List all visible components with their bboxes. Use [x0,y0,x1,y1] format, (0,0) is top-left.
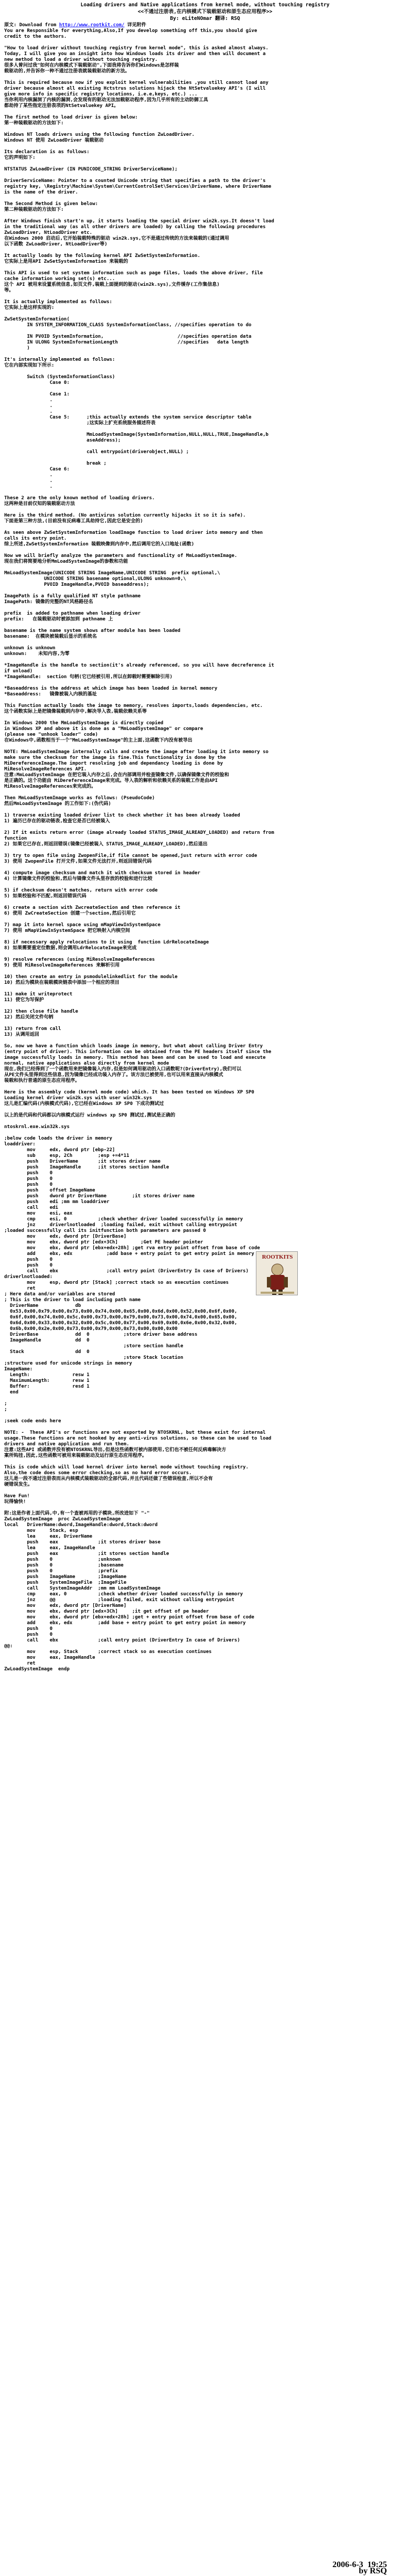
document-line [4,565,406,571]
document-line: mov edx, dword ptr [DriverName] [4,1603,126,1608]
document-line: Also,the code does some error checking,so as no hard error occurs. [4,1471,192,1476]
document-line: 是正确的。这个功能由 MiDereferenceImage来完成。导入表的解析和依赖关系的装载工作是由API [4,778,218,783]
document-line: push SystemImageFile ;ImageFile [4,1580,126,1585]
document-line: 它实际上是这样实现的: [4,305,55,310]
document-line: jnz @@ ;loading failed, exit without calling entrypoint [4,1597,234,1603]
document-line: 0x6f,0x00,0x74,0x00,0x5c,0x00,0x73,0x00,0x79,0x00,0x73,0x00,0x74,0x00,0x65,0x00, [4,1315,238,1320]
document-line: MiResolveImageReferences来完成的。 [4,784,96,789]
document-line [4,899,406,905]
document-line: mov ebx, dword ptr [ebx+edx+28h] ;get rva entry point offset from base of code [4,1246,260,1251]
document-line: 6) create a section with ZwcreateSection and then reference it [4,905,180,910]
document-line: Windows NT loads drivers using the following function ZwLoadDriver. [4,132,195,137]
document-line [4,1130,406,1136]
document-line [4,328,406,334]
document-line: The first method to load driver is given below: [4,115,138,120]
document-line: It actually loads by the following kernel API ZwSetSystemInformation. [4,253,200,259]
document-line: 注意:MmLoadSystemImage 在把它装入内存之后,会在内部调用并检查镜像文件,以确保镜像文件的校验和 [4,772,229,778]
document-line: cmp eax, 0 ;check whether driver loaded successfully in memory [4,1592,243,1597]
document-line: lea eax, DriverName [4,1534,92,1539]
document-line: It is actually implemented as follows: [4,299,112,305]
document-line: function [4,836,27,841]
document-line: push 0 [4,1626,53,1632]
document-line: 6) 使用 ZwCreateSection 创建一个section,然后引用它 [4,911,136,916]
document-line: This is code which will load kernel driver into kernel mode without touching registry. [4,1465,249,1470]
document-line: Have Fun! [4,1494,30,1499]
origin-link[interactable]: http://www.rootkit.com/ [59,23,125,28]
document-line: Its declaration is as follows: [4,149,90,155]
document-line: *ImageHandle: section 句柄(它已经被引用,所以在卸载时需要解除引用) [4,674,173,680]
document-line [4,490,406,496]
document-line: push 0 [4,1171,53,1176]
document-line: call entrypoint(driverobject,NULL) ; [4,449,189,455]
document-line: ImagePath: 镜像的完整的NT风格路径名 [4,599,93,605]
document-line [4,311,406,317]
document-line [4,426,406,432]
document-line: Now we will briefly analyze the parameters and functionality of MmLoadSystemImage. [4,553,238,559]
document-line: give more info in specific registry locations, i.e.e,keys, etc.) ... [4,92,198,97]
document-line: MiDereferenceImage.The import resolving job and dependancy loading is done by [4,761,223,766]
document-line: 在Windows中,函数相当于一个"MmLoadSystemImage"的主上面,这函数下内没有被导出 [4,738,192,743]
footer-date: 2006-6-3 19:25 [332,2560,387,2569]
document-line: 9) 使用 MiResolveImageReferences 来解析引用 [4,963,120,968]
document-line: credit to the authors. [4,34,67,39]
document-line: push 0 [4,1632,53,1637]
document-line: ;这实际上扩充系统服务描述符表 [4,421,156,426]
document-line: ImagePath is a fully qualified NT style pathname [4,594,141,599]
document-line: end [4,1390,19,1395]
document-line: 10) 然后为模块在装载模块链表中添加一个相应的项目 [4,980,120,985]
document-line [4,196,406,201]
document-line: 很多人曾问过我"如何在内核模式下装载驱动",下面我将告诉你们Windows是怎样装 [4,63,179,68]
document-line: 它的声明如下: [4,155,36,160]
document-line: push 0 ;basename [4,1563,124,1568]
document-line [4,882,406,888]
document-line: in Windows XP and above it is done as a "MmLoadSystemImage" or compare [4,726,203,732]
document-line: push 0 [4,1176,53,1182]
document-line: unknown is unknown [4,646,56,651]
document-line: IN SYSTEM_INFORMATION_CLASS SystemInformationClass, //specifies operation to do [4,323,252,328]
document-line: 0x53,0x00,0x79,0x00,0x73,0x00,0x74,0x00,0x65,0x00,0x6d,0x00,0x52,0x00,0x6f,0x00, [4,1309,238,1314]
document-line: ; This is the driver to load including path name [4,1297,141,1303]
document-line: 它实际上是用API ZwSetSystemInformation 来装载的 [4,259,128,264]
document-line [4,680,406,686]
document-line: 都劫持了某些指定注册表项的NtSetvaluekey API。 [4,103,119,109]
document-line: 1) 遍历已存在的驱动链表,检查它是否已经被装入 [4,819,110,824]
document-line: 2) 如果它已存在,则返回错误(镜像已经被装入 STATUS_IMAGE_ALREADY_LOADED),然后退出 [4,842,208,847]
document-line: MmLoadSystemImage(UNICODE STRING ImageName,UNICODE STRING prefix optional,\ [4,571,220,576]
document-line: NOTE: MmLoadSystemImage internally calls and create the image after loading it into memory so [4,749,268,755]
document-line: basename: 在模块被装载后显示的系统名 [4,634,97,639]
document-line: These 2 are the only known method of loading drivers. [4,496,155,501]
document-line: 12) 然后关闭文件句柄 [4,1015,53,1020]
document-line: break ; [4,461,107,466]
document-line: *Baseaddress is the address at which image has been loaded in kernel memory [4,686,218,691]
document-line [4,161,406,167]
document-line: DriverServiceName: Pointer to a counted Unicode string that specifies a path to the driver's [4,178,266,184]
origin-prefix: 原文: Download from [4,23,59,28]
document-line: 12) then close file handle [4,1009,78,1014]
document-line: *Baseaddress: 镜像被装入内核的基址 [4,692,97,697]
document-line: So, now we have a function which loads image in memory, but what about calling Driver Entry [4,1044,263,1049]
document-line [4,640,406,646]
document-line: (entry point of driver). This information can be obtained from the PE headers itself since the [4,1049,272,1055]
document-line: 附:这是作者上面代码,中,有一个查被再用的子模块,所改进如下 "-" [4,1511,150,1516]
document-line: (please see "unhook loader" code) [4,732,98,737]
document-line: 7) map it into kernel space using mMapViewInSystemSpace [4,922,161,928]
document-line [4,697,406,703]
document-line: 这个函数实际上是把镜像装载到内存中,解决导入表,装载依赖关系等 [4,709,147,714]
document-line [4,847,406,853]
document-line: . [4,409,53,414]
document-line: . [4,473,53,478]
document-line: calls its entry point. [4,536,67,541]
document-line: 以下函数 ZwLoadDriver, NtLoadDriver等) [4,242,107,247]
document-line: 这儿是一段不通过注册表而从内核模式装载驱动的全部代码,并且代码还做了些错误检查,所以不会有 [4,1476,213,1482]
document-line: Today, I will give you an insight into how Windows loads its driver and then will document a [4,51,266,57]
document-line: Stack dd 0 [4,1349,90,1355]
document-line [4,951,406,957]
document-line: 现在,我们已经得到了一个函数用来把镜像装入内存,但是如何调用驱动的入口函数呢?(DriverEntry),我们可以 [4,1067,242,1072]
document-line: 0x6d,0x00,0x33,0x00,0x32,0x00,0x5c,0x00,0x77,0x00,0x69,0x00,0x6e,0x00,0x32,0x00, [4,1321,238,1326]
document-line: 案所钩挂,因此,这些函数可被用来装载驱动及运行原生态应用程序。 [4,1453,147,1458]
document-line: @@: [4,1644,13,1649]
document-line: cmp esi, 0 ;check whether driver loaded successfully in memory [4,1217,243,1222]
document-line [4,1413,406,1419]
document-line [4,657,406,663]
document-line: push eax ;it stores driver base [4,1540,161,1545]
document-line: loaddriver: [4,1142,36,1147]
document-line: mov esi, eax [4,1211,73,1216]
document-line: You are Responsible for everything,Also,If you develop something off this,you should give [4,28,257,34]
document-line: driverlnotloaded: [4,1274,53,1280]
document-line: 这两种是目前仅知的装载驱动方法 [4,501,76,507]
document-line: ImageName: [4,1367,33,1372]
document-line: . [4,403,53,409]
document-line: . [4,484,53,489]
document-line: 载驱动的,并告诉你一种不通过注册表就装载驱动的新方法。 [4,69,130,74]
document-line [4,1459,406,1465]
document-line [4,40,406,46]
document-line: mov Stack, esp [4,1528,78,1533]
document-line: It's internally implemented as follows: [4,357,115,362]
document-line: in the traditional way (as all other drivers are loaded) by calling the following procedures [4,224,266,230]
document-line [4,386,406,392]
document-line: NTSTATUS ZwLoadDriver (IN PUNICODE_STRING DriverServiceName); [4,167,178,172]
document-line: 5) if checksum doesn't matches, return with error code [4,888,158,893]
document-line: 下面是第三种方法,(目前没有反病毒工具劫持它,因此它是安全的) [4,519,143,524]
document-line: jnz driverlnotloaded ;loading failed, exit without calling entrypoint [4,1222,238,1228]
document-line: "How to load driver without touching registry from kernel mode", this is asked almost always. [4,46,268,51]
document-line [4,1424,406,1430]
document-line: UNICODE STRING basename optional,ULONG unknown=0,\ [4,576,186,582]
document-line: push 0 [4,1263,53,1268]
document-line: ZwLoadSystemImage proc ZwLoadSystemImage [4,1517,121,1522]
document-line [4,1396,406,1401]
document-line: usage.These functions are not hooked by any anti-virus solutions, so these can be used to load [4,1436,272,1441]
document-line [4,969,406,974]
document-line: ZwSetSystemInformation( [4,317,70,322]
document-line: mov ebx, dword ptr [ebx+edx+28h] ;get + entry point offset from base of code [4,1615,254,1620]
document-byline: By: eLiteNOmar 翻译: RSQ [170,16,240,22]
document-line: 4) compute image checksum and match it with checksum stored in header [4,871,200,876]
document-line: if unload) [4,669,33,674]
document-line [4,144,406,149]
document-line: 4) 计算镜像文件的校验和,然后与镜像文件头里存放的校验和进行比较 [4,876,153,882]
document-line: Windows NT 使用 ZwLoadDriver 装载驱动 [4,138,104,143]
footer-author: by RSQ [359,2567,387,2575]
document-line: 13) 从调用返回 [4,1032,39,1037]
svg-text:ROOTKITS: ROOTKITS [262,1254,293,1260]
document-line: ZwLoadSystemImage endp [4,1667,70,1672]
document-line: 现在我们将简要地分析MmLoadSystemImage的参数和功能 [4,559,128,564]
document-line [4,1488,406,1494]
document-line: PVOID ImageHandle,PVOID baseaddress); [4,582,149,587]
document-line: push ImageHandle ;it stores section handle [4,1165,169,1170]
document-line: is the name of the driver. [4,190,78,195]
document-line: call ebx ;call entry point (DriverEntry In case of Drivers) [4,1269,249,1274]
document-line: 注意:这些API 或函数并没有被NTOSKRNL导出,但是这些函数可被内部使用,它们也不被任何反病毒解决方 [4,1447,227,1453]
document-line: add ebx, edx ;add base + entry point to get entry point in memory [4,1251,254,1257]
document-line: mov ebx, dword ptr [edx+3Ch] ;Get PE header pointer [4,1240,203,1245]
document-line: make sure the checksum for the image is fine.This functionality is done by the [4,755,226,760]
document-line [4,605,406,611]
document-line: . [4,398,53,403]
document-subtitle: <<不通过注册表,在内核模式下装载驱动和原生态应用程序>> [137,9,273,15]
document-line [4,824,406,830]
document-line [4,294,406,299]
document-line: 5) 如果校验和不匹配,则返回错误代码 [4,894,87,899]
document-line: 以上的是代码和代码都以内核模式运行 windows xp SP0 测试过,测试是正确的 [4,1113,176,1118]
document-line: DriverBase dd 0 ;store driver base address [4,1332,198,1337]
document-line [4,744,406,749]
document-line: 等。 [4,288,14,293]
document-line: lea eax, ImageHandle [4,1545,95,1551]
document-line: 3) 使用 ZwopenFile 打开文件,如果文件无法打开,则返回错误代码 [4,859,152,864]
document-line [4,507,406,513]
document-body [4,28,406,1672]
document-line: 2) If it exists return error (image already loaded STATUS_IMAGE_ALREADY_LOADED) and return from [4,830,274,835]
document-line: cache information working set(s) etc... [4,276,115,282]
document-line: 3) try to open file using ZwopenFile,if file cannot be opened,just return with error code [4,853,257,858]
document-line: 0x6b,0x00,0x2e,0x00,0x73,0x00,0x79,0x00,0x73,0x00,0x00,0x00 [4,1326,178,1332]
document-line [4,444,406,449]
document-line: 11) make it writeprotect [4,992,73,997]
document-line: ;structure used for unicode strings in memory [4,1361,132,1366]
document-line: Switch (SystemInformationClass) [4,374,115,380]
document-line: 10) then create an entry in psmodulelinkedlist for the module [4,974,178,980]
document-line: 7) 使用 mMapViewInSystemSpace 把它映射入内核空间 [4,928,130,933]
document-line: prefix is added to pathname when loading driver [4,611,141,616]
document-line [4,1038,406,1044]
document-line [4,351,406,357]
document-line: 然后MmLoadSystemImage 的工作如下:(伪代码) [4,801,111,807]
document-line: Buffer: resd 1 [4,1384,90,1389]
document-line: 玩得愉快! [4,1499,26,1505]
document-line: image successfully loads in memory. This method has been and can be used to load and execute [4,1055,266,1060]
document-line: push 0 ;unknown [4,1557,121,1562]
document-line: push 0 [4,1257,53,1262]
document-line: DriverName db [4,1303,81,1308]
document-line: aseAddress); [4,438,121,443]
document-line: mov edx, dword ptr [DriverBase] [4,1234,126,1239]
document-line: 13) return from call [4,1026,61,1032]
document-line [4,622,406,628]
document-line: ) [4,346,30,351]
document-line: push offset ImageName [4,1188,95,1193]
document-line [4,455,406,461]
document-line: Case 0: [4,380,70,385]
document-line [4,865,406,871]
document-line: 装载和执行普通的原生态应用程序。 [4,1078,80,1083]
document-line: Here is the third method. (No antivirus solution currently hijacks it so it is safe). [4,513,246,518]
document-line [4,715,406,721]
rootkits-logo-image [256,1251,298,1295]
document-line: 第一种装载驱动的方法如下: [4,121,64,126]
document-line: MmLoadSystemImage(SystemInformation,NULL,NULL,TRUE,ImageHandle,b [4,432,268,437]
document-line: ret [4,1286,36,1291]
document-line: ret [4,1661,36,1666]
document-line [4,548,406,553]
document-line: push dword ptr DriverName ;it stores driver name [4,1194,195,1199]
document-line: call ebx ;call entry point (DriverEntry In case of Drivers) [4,1638,240,1643]
document-line [4,109,406,115]
document-line: ImageHandle dd 0 [4,1338,90,1343]
document-line: prefix: 在装载驱动时被添加到 pathname 上 [4,617,113,622]
document-line: push ImageName ;ImageName [4,1574,126,1580]
document-line [4,74,406,80]
document-line: 它在内部实现如下所示: [4,363,55,368]
document-line: *ImageHandle is the handle to section(it's already referenced, so you will have decreference it [4,663,274,668]
document-line: NOTE: - These API's or functions are not exported by NTOSKRNL, but these exist for internal [4,1430,266,1435]
document-line [4,1003,406,1009]
document-line: mov esp, dword ptr [Stack] ;correct stack so as execution continues [4,1280,229,1285]
document-line: call edi [4,1205,58,1210]
document-line: This API is used to set system information such as page files, loads the above driver, file [4,271,263,276]
document-line: IN ULONG SystemInformationLength //specifies data length [4,340,249,345]
document-line [4,265,406,271]
document-title: Loading drivers and Native applications from kernel mode, without touching registry [80,2,330,8]
origin-suffix: 详见附件 [124,23,146,28]
document-line [4,248,406,253]
document-line: 9) resolve references (using MiResolveImageReferences [4,957,155,962]
document-line: 8) 如果需要重定位数据,则会调用LdrRelocateImage来完成 [4,946,137,951]
document-line: MiResolveImageReferences API. [4,767,87,772]
document-line [4,807,406,813]
document-line: drivers and native application and run them. [4,1442,130,1447]
document-line: Length: resw 1 [4,1372,90,1378]
document-line: call SystemImageAddr ;mm mm LoadSystemImage [4,1586,161,1591]
document-line: 硬错误发生。 [4,1482,33,1487]
document-line: . [4,478,53,484]
document-line [4,524,406,530]
document-line: 8) if necessary apply relocations to it using function LdrRelocateImage [4,940,209,945]
document-line [4,1021,406,1026]
document-line [4,917,406,922]
document-line: 综上所述,ZwSetSystemInformation 装载映像到内存中,然后调用它的入口地址(函数) [4,542,195,547]
document-line [4,173,406,178]
document-line: 1) traverse existing loaded driver list to check whether it has been already loaded [4,813,240,818]
document-line: mov ebx, dword ptr [edx+3Ch] ;it get offset of pe header [4,1609,209,1614]
document-line: push DriverName ;it stores driver name [4,1159,161,1164]
document-line: Loading kernel driver win2k.sys with user win32k.sys [4,1096,152,1101]
document-line: Case 5: ;this actually extends the system service descriptor table [4,415,252,420]
document-line: mov edx, dword ptr [ebp-22] [4,1147,115,1153]
document-line [4,790,406,796]
document-line: Case 1: [4,392,70,397]
document-line: normal, native applications also directly from kernel mode [4,1061,169,1066]
document-line: ; Here data and/or variables are stored [4,1292,115,1297]
document-line: ZwLoadDriver, NtLoadDriver etc. [4,230,92,235]
document-line: Then MmLoadSystemImage works as follows: (PseudoCode) [4,796,155,801]
document-line: 这个 API 被用来设置系统信息,如页文件,装载上面提到的驱动(win2k.sys),文件缓存(工作集信息) [4,282,220,287]
document-line: ntoskrnl.exe.win32k.sys [4,1124,70,1130]
document-line: add ebx, edx ;add base + entry point to get entry point in memory [4,1620,246,1626]
document-line: ;seek code ends here [4,1419,61,1424]
document-line: ;below code loads the driver in memory [4,1136,112,1141]
document-line [4,126,406,132]
document-line: This is required because now if you exploit kernel vulnerabilities ,you still cannot load any [4,80,268,85]
document-line: new method to load a driver without touching registry. [4,57,158,62]
rootkits-logo-icon [256,1252,298,1295]
document-line: mov eax, ImageHandle [4,1655,95,1660]
document-line: push 0 [4,1182,53,1187]
document-line [4,1107,406,1113]
document-line: sub esp, 2Ch ;esp +=4*11 [4,1153,130,1158]
document-line: push 0 ;prefix [4,1569,118,1574]
document-line [4,213,406,219]
document-line: 从PE文件头里得到这些信息,因为镜像已经成功装入内存了。该方法已被使用,也可以用来直接从内核模式 [4,1072,223,1078]
document-line [4,1505,406,1511]
document-line: ;store section handle [4,1344,184,1349]
document-line: As seen above ZwSetSystemInformation loadImage function to load driver into memory and then [4,530,263,535]
document-line: In Windows 2000 the MmLoadSystemImage is directly copied [4,721,164,726]
document-line: local DriverName:dword,ImageHandle:dword,Stack:dword [4,1522,158,1528]
document-line: driver because almost all existing Hctstrus solutions hijack the NtSetvaluekey API's (I will [4,86,266,91]
document-line: 当你利用内核漏洞了内核的漏洞,会发现有的驱动无法加载驱动程序,因为几乎所有的主动防御工具 [4,98,208,103]
document-line: Here is the assembly code (kernel mode code) which. It has been tested on Windows XP SP0 [4,1090,254,1095]
document-line: 第二种装载驱动的方法如下: [4,207,64,212]
document-line: ; [4,1407,7,1412]
document-line: The Second Method is given below: [4,201,98,207]
document-line: mov esp, Stack ;correct stack so as execution continues [4,1649,212,1655]
document-line: ;loaded successfully call its initfunction both parameters are passed 0 [4,1228,206,1233]
document-line: 11) 使它为写保护 [4,997,44,1003]
document-line [4,369,406,374]
document-line: registry key, \Registry\Machine\System\CurrentControlSet\Services\DriverName, where DriverName [4,184,272,189]
document-line: ;store Stack location [4,1355,184,1360]
document-line: push edi ;mm mm loaddriver [4,1199,110,1205]
document-line: 这儿是汇编代码(内核模式代码),它已经在Windows XP SP0 下成功测试过 [4,1101,164,1107]
document-line: unknown: 未知内容,为零 [4,651,70,657]
document-line: This Function actually loads the image to memory, resolves imports,loads dependencies, etc. [4,703,263,709]
document-line: push eax ;it stores section handle [4,1551,169,1557]
document-line: Case 6: [4,467,70,472]
document-line [4,1119,406,1124]
document-line: After Windows finish start'n up, it starts loading the special driver win2k.sys.It doesn't load [4,219,274,224]
document-line [4,986,406,992]
document-line: ; [4,1401,7,1407]
document-line: MaximumLength: resw 1 [4,1378,90,1383]
document-line: 在Windows 2000 启动后,它开始装载特殊的驱动 win2k.sys,它不是通过传统的方法来装载的(通过调用 [4,236,229,241]
origin-line [4,23,406,28]
document-line [4,934,406,940]
document-line: IN PVOID SystemInformation, //specifies operation data [4,334,252,339]
document-line [4,1084,406,1090]
document-line: basename is the name system shows after module has been loaded [4,628,180,634]
document-line [4,588,406,594]
